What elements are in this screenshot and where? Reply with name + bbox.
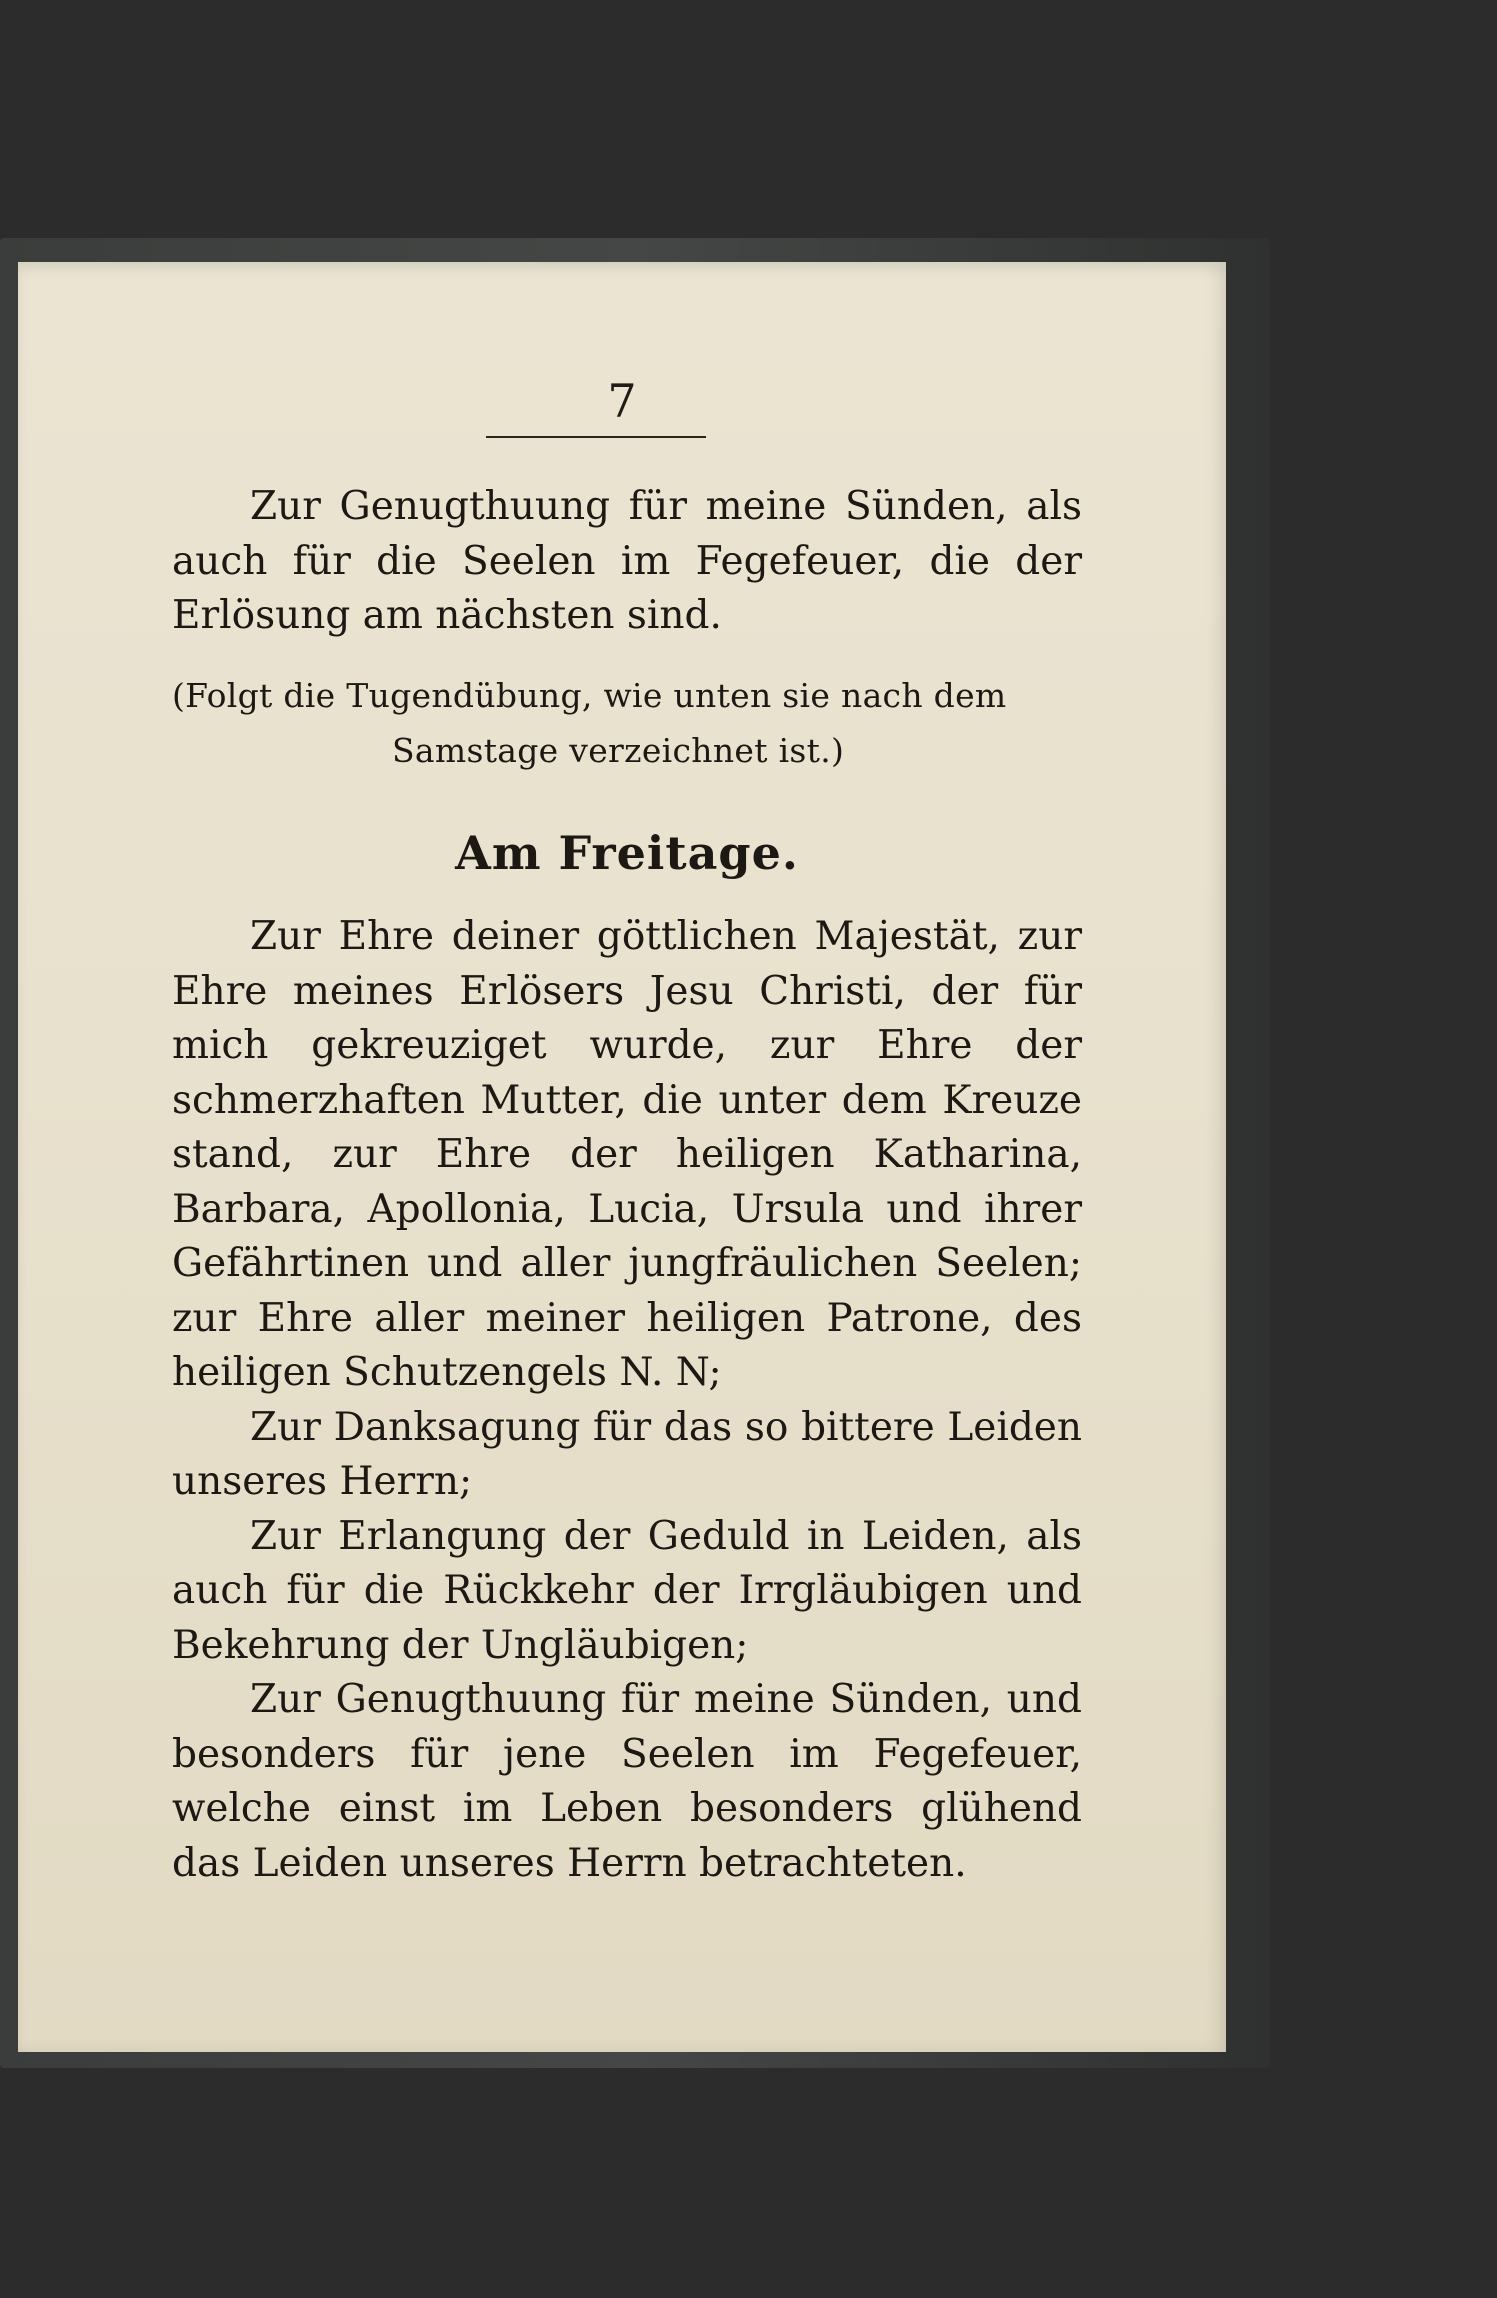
book-page <box>18 262 1226 2052</box>
page-number: 7 <box>607 374 637 428</box>
paragraph-friday-4: Zur Genugthuung für meine Sünden, und besonders für jene Seelen im Fegefeuer, welche einst im Leben besonders glühend das Leiden unseres Herrn betrachteten. <box>172 1677 1082 1886</box>
section-heading: Am Freitage. <box>455 825 799 880</box>
instruction-note <box>172 668 1082 778</box>
paragraph-intention-1: Zur Genugthuung für meine Sünden, als auch für die Seelen im Fegefeuer, die der Erlösung am nächsten sind. <box>172 484 1082 638</box>
paragraph-friday-2: Zur Danksagung für das so bittere Leiden unseres Herrn; <box>172 1404 1082 1504</box>
header-rule <box>486 436 706 438</box>
paragraph-friday-1: Zur Ehre deiner göttlichen Majestät, zur Ehre meines Erlösers Jesu Christi, der für mich gekreuziget wurde, zur Ehre der schmerzhaften Mutter, die unter dem Kreuze stand, zur Ehre der heiligen Katharina, Barbara, Apollonia, Lucia, Ursula und ihrer Gefährtinen und aller jungfräulichen Seelen; zur Ehre aller meiner heiligen Patrone, des heiligen Schutzengels N. N; <box>172 914 1082 1395</box>
instruction-note-line-2: Samstage verzeichnet ist.) <box>392 730 845 770</box>
instruction-note-line-1: (Folgt die Tugendübung, wie unten sie nach dem <box>172 675 1007 715</box>
paragraph-friday-3: Zur Erlangung der Geduld in Leiden, als auch für die Rückkehr der Irrgläubigen und Bekehrung der Ungläubigen; <box>172 1513 1082 1668</box>
page-body <box>172 480 1082 1891</box>
